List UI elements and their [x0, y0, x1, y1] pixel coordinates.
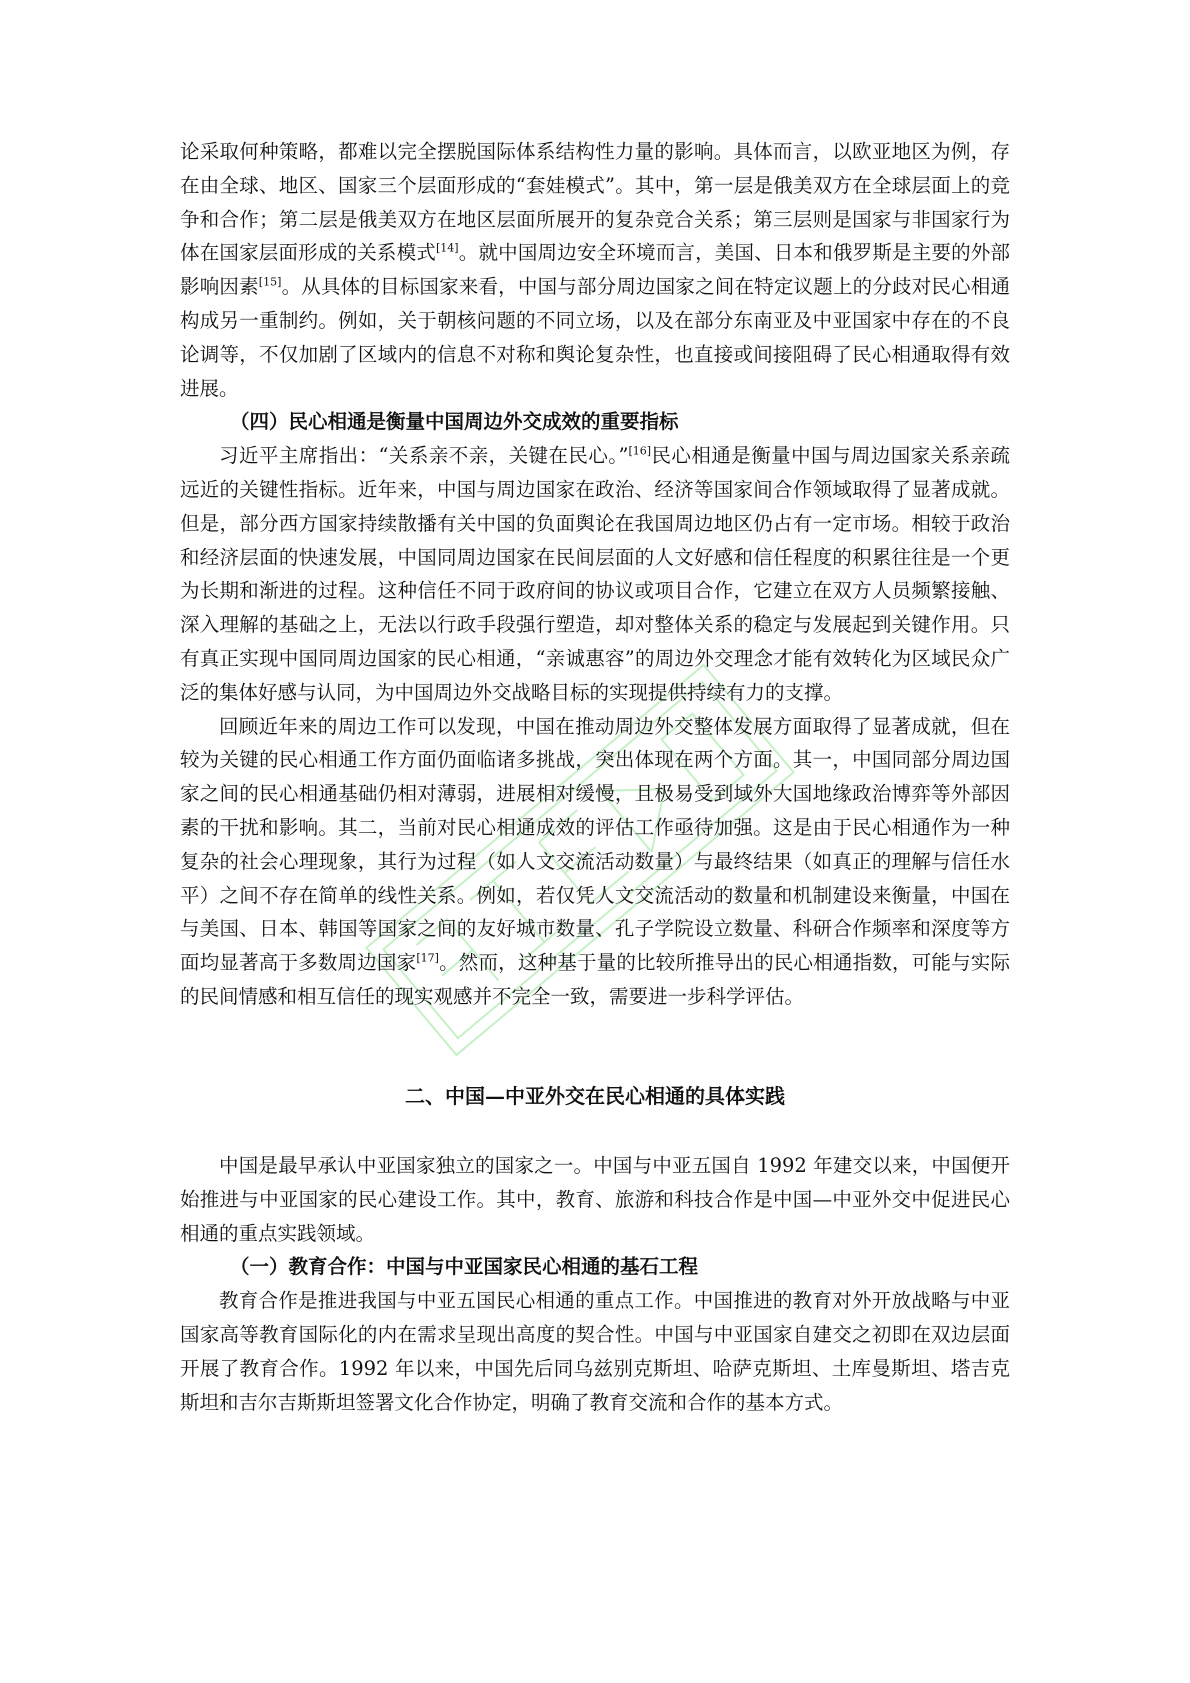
paragraph-review: 回顾近年来的周边工作可以发现，中国在推动周边外交整体发展方面取得了显著成就，但在较为关键的民心相通工作方面仍面临诸多挑战，突出体现在两个方面。其一，中国同部分周边国家之间的民心相通基础仍相对薄弱，进展相对缓慢，且极易受到域外大国地缘政治博弈等外部因素的干扰和影响。其二，当前对民心相通成效的评估工作亟待加强。这是由于民心相通作为一种复杂的社会心理现象，其行为过程（如人文交流活动数量）与最终结果（如真正的理解与信任水平）之间不存在简单的线性关系。例如，若仅凭人文交流活动的数量和机制建设来衡量，中国在与美国、日本、韩国等国家之间的友好城市数量、孔子学院设立数量、科研合作频率和深度等方面均显著高于多数周边国家[17]。然而，这种基于量的比较所推导出的民心相通指数，可能与实际的民间情感和相互信任的现实观感并不完全一致，需要进一步科学评估。 [180, 714, 1010, 1008]
citation-14: [14] [436, 241, 459, 255]
body-text-top [180, 135, 1010, 1014]
paragraph-xi-quote: 习近平主席指出：“关系亲不亲，关键在民心。”[16]民心相通是衡量中国与周边国家关系亲疏远近的关键性指标。近年来，中国与周边国家在政治、经济等国家间合作领域取得了显著成就。但是，部分西方国家持续散播有关中国的负面舆论在我国周边地区仍占有一定市场。相较于政治和经济层面的快速发展，中国同周边国家在民间层面的人文好感和信任程度的积累往往是一个更为长期和渐进的过程。这种信任不同于政府间的协议或项目合作，它建立在双方人员频繁接触、深入理解的基础之上，无法以行政手段强行塑造，却对整体关系的稳定与发展起到关键作用。只有真正实现中国同周边国家的民心相通，“亲诚惠容”的周边外交理念才能有效转化为区域民众广泛的集体好感与认同，为中国周边外交战略目标的实现提供持续有力的支撑。 [180, 444, 1010, 704]
citation-16: [16] [628, 444, 652, 458]
body-text-bottom [180, 1149, 1010, 1419]
paragraph-continuation: 论采取何种策略，都难以完全摆脱国际体系结构性力量的影响。具体而言，以欧亚地区为例，存在由全球、地区、国家三个层面形成的“套娃模式”。其中，第一层是俄美双方在全球层面上的竞争和合作；第二层是俄美双方在地区层面所展开的复杂竞合关系；第三层则是国家与非国家行为体在国家层面形成的关系模式[14]。就中国周边安全环境而言，美国、日本和俄罗斯是主要的外部影响因素[15]。从具体的目标国家来看，中国与部分周边国家之间在特定议题上的分歧对民心相通构成另一重制约。例如，关于朝核问题的不同立场，以及在部分东南亚及中亚国家中存在的不良论调等，不仅加剧了区域内的信息不对称和舆论复杂性，也直接或间接阻碍了民心相通取得有效进展。 [180, 140, 1010, 400]
subsection-heading-1: （一）教育合作：中国与中亚国家民心相通的基石工程 [230, 1255, 699, 1279]
section-title-2: 二、中国—中亚外交在民心相通的具体实践 [405, 1084, 785, 1108]
citation-15: [15] [258, 275, 282, 289]
paragraph-education: 教育合作是推进我国与中亚五国民心相通的重点工作。中国推进的教育对外开放战略与中亚国家高等教育国际化的内在需求呈现出高度的契合性。中国与中亚国家自建交之初即在双边层面开展了教育合作。1992 年以来，中国先后同乌兹别克斯坦、哈萨克斯坦、土库曼斯坦、塔吉克斯坦和吉尔吉斯斯坦签署文化合作协定，明确了教育交流和合作的基本方式。 [180, 1289, 1010, 1414]
citation-17: [17] [416, 951, 439, 965]
paragraph-intro: 中国是最早承认中亚国家独立的国家之一。中国与中亚五国自 1992 年建交以来，中国便开始推进与中亚国家的民心建设工作。其中，教育、旅游和科技合作是中国—中亚外交中促进民心相通的重点实践领域。 [180, 1154, 1010, 1245]
subsection-heading-4: （四）民心相通是衡量中国周边外交成效的重要指标 [230, 410, 679, 434]
